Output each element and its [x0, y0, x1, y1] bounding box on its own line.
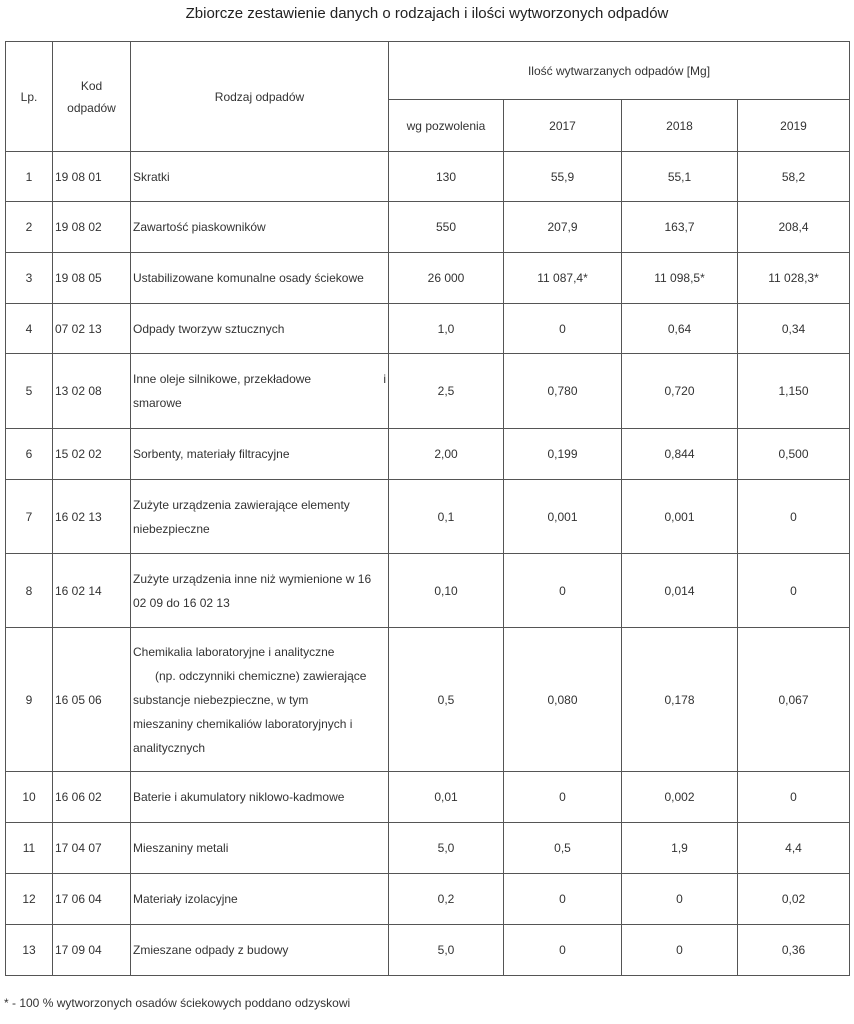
header-2018: 2018: [622, 100, 738, 152]
cell-kod: 16 02 13: [53, 480, 131, 554]
cell-name: Baterie i akumulatory niklowo-kadmowe: [131, 772, 389, 823]
cell-name-line2: 02 09 do 16 02 13: [133, 595, 230, 610]
cell-lp: 13: [6, 925, 53, 976]
cell-lp: 4: [6, 304, 53, 354]
cell-kod: 17 04 07: [53, 823, 131, 874]
cell-lp: 2: [6, 202, 53, 253]
cell-lp: 10: [6, 772, 53, 823]
cell-2019: 0: [738, 480, 850, 554]
cell-2017: 0: [504, 874, 622, 925]
cell-kod: 17 09 04: [53, 925, 131, 976]
cell-name: Odpady tworzyw sztucznych: [131, 304, 389, 354]
cell-2019: 4,4: [738, 823, 850, 874]
cell-2019: 58,2: [738, 152, 850, 202]
cell-2017: 0,001: [504, 480, 622, 554]
cell-kod: 19 08 05: [53, 253, 131, 304]
header-lp: Lp.: [6, 42, 53, 152]
header-wg-pozwolenia: wg pozwolenia: [389, 100, 504, 152]
cell-kod: 19 08 02: [53, 202, 131, 253]
cell-2018: 0,014: [622, 554, 738, 628]
cell-2017: 0: [504, 925, 622, 976]
cell-2018: 0,720: [622, 354, 738, 429]
cell-2018: 0: [622, 925, 738, 976]
cell-lp: 5: [6, 354, 53, 429]
cell-2018: 0,844: [622, 429, 738, 480]
cell-2019: 0,36: [738, 925, 850, 976]
cell-kod: 17 06 04: [53, 874, 131, 925]
cell-2018: 0,002: [622, 772, 738, 823]
cell-name-line1: Zużyte urządzenia inne niż wymienione w 16: [133, 571, 372, 586]
cell-kod: 13 02 08: [53, 354, 131, 429]
cell-2018: 0: [622, 874, 738, 925]
header-kod: [53, 42, 131, 152]
cell-2019: 0,067: [738, 628, 850, 772]
cell-permit: 1,0: [389, 304, 504, 354]
cell-2019: 0,02: [738, 874, 850, 925]
header-2017: 2017: [504, 100, 622, 152]
cell-2019: 0,34: [738, 304, 850, 354]
table-row: [6, 429, 850, 480]
cell-name: Mieszaniny metali: [131, 823, 389, 874]
table-row: [6, 874, 850, 925]
table-row: [6, 354, 850, 429]
cell-2019: 1,150: [738, 354, 850, 429]
page-title: Zbiorcze zestawienie danych o rodzajach i ilości wytworzonych odpadów: [185, 5, 669, 22]
table-row: [6, 304, 850, 354]
cell-name-line1: [133, 367, 386, 391]
cell-2018: 11 098,5*: [622, 253, 738, 304]
cell-name: Zmieszane odpady z budowy: [131, 925, 389, 976]
cell-kod: 15 02 02: [53, 429, 131, 480]
cell-kod: 16 05 06: [53, 628, 131, 772]
cell-2017: 11 087,4*: [504, 253, 622, 304]
cell-name-line2: niebezpieczne: [133, 521, 210, 536]
cell-permit: 5,0: [389, 823, 504, 874]
cell-name-line4: mieszaniny chemikaliów laboratoryjnych i: [133, 716, 353, 731]
cell-2019: 11 028,3*: [738, 253, 850, 304]
cell-permit: 5,0: [389, 925, 504, 976]
cell-2018: 163,7: [622, 202, 738, 253]
cell-2017: 55,9: [504, 152, 622, 202]
cell-permit: 2,5: [389, 354, 504, 429]
cell-name: Ustabilizowane komunalne osady ściekowe: [131, 253, 389, 304]
cell-name-line1-end: i: [383, 372, 386, 386]
cell-lp: 7: [6, 480, 53, 554]
cell-name-line1: Zużyte urządzenia zawierające elementy: [133, 497, 350, 512]
cell-permit: 0,10: [389, 554, 504, 628]
cell-lp: 9: [6, 628, 53, 772]
cell-2019: 0,500: [738, 429, 850, 480]
table-row: [6, 554, 850, 628]
cell-2017: 207,9: [504, 202, 622, 253]
cell-2017: 0,199: [504, 429, 622, 480]
cell-kod: 19 08 01: [53, 152, 131, 202]
table-row: [6, 202, 850, 253]
header-kod-line1: Kod: [80, 78, 103, 93]
waste-table: [5, 41, 850, 976]
cell-permit: 130: [389, 152, 504, 202]
cell-name: Zawartość piaskowników: [131, 202, 389, 253]
cell-name-line2: smarowe: [133, 396, 182, 410]
cell-2019: 208,4: [738, 202, 850, 253]
cell-2019: 0: [738, 772, 850, 823]
cell-name-line1: Chemikalia laboratoryjne i analityczne: [133, 644, 335, 659]
table-row: [6, 925, 850, 976]
cell-2017: 0: [504, 554, 622, 628]
cell-permit: 0,01: [389, 772, 504, 823]
table-row: [6, 480, 850, 554]
cell-name-line3: substancje niebezpieczne, w tym: [133, 692, 309, 707]
cell-2018: 0,178: [622, 628, 738, 772]
header-2019: 2019: [738, 100, 850, 152]
cell-lp: 3: [6, 253, 53, 304]
cell-lp: 6: [6, 429, 53, 480]
table-row: [6, 823, 850, 874]
table-row: [6, 628, 850, 772]
cell-name: [131, 628, 389, 772]
cell-2018: 0,64: [622, 304, 738, 354]
cell-2018: 55,1: [622, 152, 738, 202]
cell-kod: 16 02 14: [53, 554, 131, 628]
table-row: [6, 253, 850, 304]
cell-lp: 12: [6, 874, 53, 925]
cell-name: Materiały izolacyjne: [131, 874, 389, 925]
cell-permit: 2,00: [389, 429, 504, 480]
table-row: [6, 152, 850, 202]
cell-name: Skratki: [131, 152, 389, 202]
cell-kod: 07 02 13: [53, 304, 131, 354]
cell-2017: 0,780: [504, 354, 622, 429]
cell-name: [131, 480, 389, 554]
cell-permit: 550: [389, 202, 504, 253]
cell-2017: 0,080: [504, 628, 622, 772]
header-kod-line2: odpadów: [67, 100, 116, 115]
cell-permit: 0,5: [389, 628, 504, 772]
cell-name: Sorbenty, materiały filtracyjne: [131, 429, 389, 480]
cell-kod: 16 06 02: [53, 772, 131, 823]
cell-2017: 0: [504, 304, 622, 354]
cell-permit: 26 000: [389, 253, 504, 304]
cell-2017: 0,5: [504, 823, 622, 874]
cell-permit: 0,1: [389, 480, 504, 554]
cell-name-line1-text: Inne oleje silnikowe, przekładowe: [133, 372, 312, 386]
cell-lp: 8: [6, 554, 53, 628]
cell-lp: 11: [6, 823, 53, 874]
cell-name: [131, 554, 389, 628]
cell-name-line2: (np. odczynniki chemiczne) zawierające: [155, 668, 367, 683]
table-row: [6, 772, 850, 823]
cell-2018: 0,001: [622, 480, 738, 554]
cell-2019: 0: [738, 554, 850, 628]
cell-permit: 0,2: [389, 874, 504, 925]
header-rodzaj: Rodzaj odpadów: [131, 42, 389, 152]
cell-2018: 1,9: [622, 823, 738, 874]
footnote: * - 100 % wytworzonych osadów ściekowych poddano odzyskowi: [4, 996, 351, 1010]
cell-name: [131, 354, 389, 429]
cell-name-line5: analitycznych: [133, 740, 206, 755]
cell-lp: 1: [6, 152, 53, 202]
header-ilosc: Ilość wytwarzanych odpadów [Mg]: [389, 42, 850, 100]
cell-2017: 0: [504, 772, 622, 823]
